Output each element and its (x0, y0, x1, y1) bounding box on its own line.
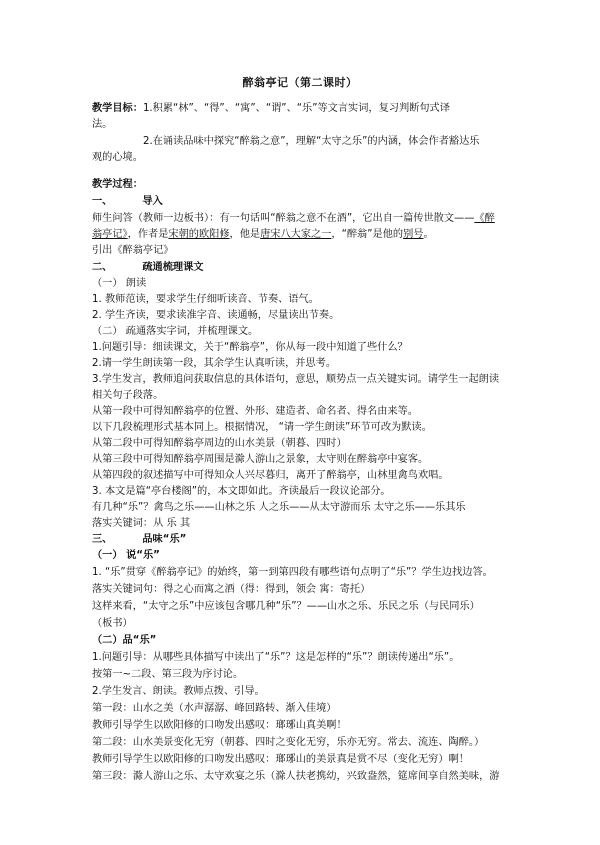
section-2-part-2: （二） 疏通落实字词，并梳理课文。 (92, 326, 259, 337)
section-3-line-2: 落实关键词句：得之心而寓之酒（得：得到，领会 寓：寄托） (92, 584, 371, 595)
section-3-line-10: 第二段：山水美景变化无穷（朝暮、四时之变化无穷，乐亦无穷。常去、流连、陶醉。） (92, 737, 485, 748)
period: 。 (423, 229, 434, 240)
section-3-title: 品味“乐” (142, 534, 187, 545)
alias: 别号 (403, 229, 424, 240)
goal-2-continued: 观的心境。 (92, 152, 143, 163)
section-2-line-9: 从第二段中可得知醉翁亭周边的山水美景（朝暮、四时） (92, 438, 347, 449)
section-2-line-4: 2.请一学生朗读第一段，其余学生认真听读，并思考。 (92, 358, 337, 369)
section-2-line-5: 3.学生发言，教师追问获取信息的具体语句，意思，顺势点一点关键实词。请学生一起朗读 (92, 374, 500, 385)
section-1-number: 一、 (92, 196, 113, 207)
author-mid: ，他是 (229, 229, 261, 240)
section-2-line-3: 1.问题引导：细读课文，关于“醉翁亭”，你从每一段中知道了些什么？ (92, 342, 408, 353)
author-name: 宋朝的欧阳修 (168, 229, 230, 240)
section-2-heading (92, 261, 204, 275)
work-title-start: 《醉 (474, 213, 495, 224)
intro-question-text: 师生问答（教师一边板书）：有一句话叫“醉翁之意不在酒”，它出自一篇传世散文—— (92, 213, 475, 224)
goal-1-text: 1.积累“林”、“得”、“寓”、“谓”、“乐”等文言实词，复习判断句式译 (142, 103, 450, 114)
alias-prefix: ，“醉翁”是他的 (331, 229, 404, 240)
section-3-line-11: 教师引导学生以欧阳修的口吻发出感叹：瑯琊山的美景真是赏不尽（变化无穷）啊！ (92, 754, 469, 765)
section-3-line-7: 2.学生发言、朗读。教师点拨、引导。 (92, 686, 265, 697)
section-1-line-2 (92, 228, 434, 242)
section-1-line-1 (92, 212, 495, 226)
section-2-line-14: 落实关键词：从 乐 其 (92, 518, 191, 529)
section-1-heading (92, 195, 163, 209)
section-3-line-8: 第一段：山水之美（水声潺潺、峰回路转、渐入佳境） (92, 703, 337, 714)
section-2-line-6: 相关句子段落。 (92, 390, 164, 401)
section-2-line-11: 从第四段的叙述描写中可得知众人兴尽暮归，离开了醉翁亭，山林里禽鸟欢唱。 (92, 470, 449, 481)
section-2-line-10: 从第三段中可得知醉翁亭周围是滁人游山之景象，太守则在醉翁亭中宴客。 (92, 454, 429, 465)
teaching-process-label: 教学过程： (92, 179, 143, 190)
section-3-line-6: 按第一~二段、第三段为序讨论。 (92, 669, 244, 680)
section-3-line-12: 第三段：滁人游山之乐、太守欢宴之乐（滁人扶老携幼，兴致盎然，筵席间享自然美味，游 (92, 771, 500, 782)
section-3-line-4: （板书） (92, 618, 133, 629)
section-2-line-8: 以下几段梳理形式基本同上。根据情况， “请一学生朗读”环节可改为默读。 (92, 422, 432, 433)
section-2-line-2: 2. 学生齐读，要求读准字音、读通畅，尽量读出节奏。 (92, 310, 340, 321)
section-1-title: 导入 (142, 196, 163, 207)
section-3-number: 三、 (92, 534, 113, 545)
goal-2-text: 2.在诵读品味中探究“醉翁之意”，理解“太守之乐”的内涵，体会作者豁达乐 (143, 136, 480, 147)
section-2-line-12: 3. 本文是篇“亭台楼阁”的，本文即如此。齐读最后一段议论部分。 (92, 486, 391, 497)
section-3-heading (92, 533, 186, 547)
section-2-line-1: 1. 教师范读，要求学生仔细听读音、节奏、语气。 (92, 294, 319, 305)
section-2-line-13: 有几种“乐”？禽鸟之乐——山林之乐 人之乐——从太守游而乐 太守之乐——乐其乐 (92, 502, 466, 513)
section-3-part-1: （一） 说“乐” (92, 550, 160, 561)
section-3-line-9: 教师引导学生以欧阳修的口吻发出感叹：瑯琊山真美啊！ (92, 720, 347, 731)
section-2-number: 二、 (92, 262, 113, 273)
goal-1-continued: 法。 (92, 119, 113, 130)
work-title-end: 翁亭记》 (92, 229, 128, 240)
section-3-line-1: 1. “乐”贯穿《醉翁亭记》的始终，第一到第四段有哪些语句点明了“乐”？学生边找边答。 (92, 567, 493, 578)
teaching-goals-line-1 (92, 102, 450, 116)
section-2-line-7: 从第一段中可得知醉翁亭的位置、外形、建造者、命名者、得名由来等。 (92, 406, 418, 417)
section-3-part-2: （二）品“乐” (92, 635, 157, 646)
author-prefix: ，作者是 (127, 229, 169, 240)
section-3-line-3: 这样来看，“太守之乐”中应该包含哪几种“乐”？——山水之乐、乐民之乐（与民同乐） (92, 601, 480, 612)
author-rank: 唐宋八大家之一 (260, 229, 332, 240)
page-title: 醉翁亭记（第二课时） (242, 76, 358, 89)
section-2-title: 疏通梳理课文 (142, 262, 204, 273)
section-1-line-3: 引出《醉翁亭记》 (92, 245, 174, 256)
section-2-part-1: （一） 朗读 (92, 278, 147, 289)
teaching-goals-label: 教学目标： (92, 103, 143, 114)
section-3-line-5: 1.问题引导：从哪些具体描写中读出了“乐”？这是怎样的“乐”？朗读传递出“乐”。 (92, 652, 460, 663)
